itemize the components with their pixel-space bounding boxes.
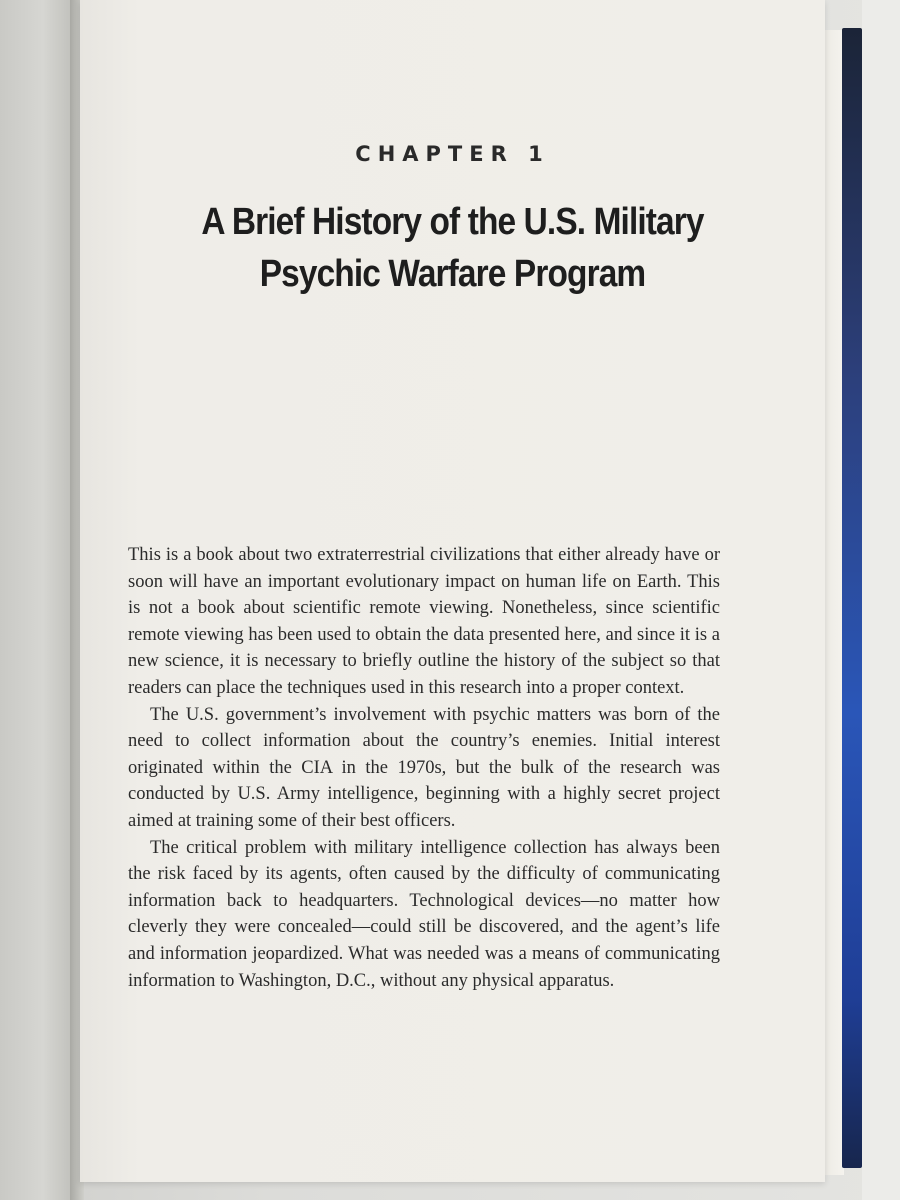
paragraph-2: The U.S. government’s involvement with psychic matters was born of the need to collect information about the country’s enemies. Initial interest originated within the CIA in the 1970s, but the bulk of the research was conducted by U.S. Army intelligence, beginning with a highly secret project aimed at training some of their best officers. (128, 704, 720, 831)
book-cover-edge (842, 28, 862, 1168)
background (862, 0, 900, 1200)
chapter-title-line-2: Psychic Warfare Program (259, 253, 646, 295)
paragraph-3: The critical problem with military intelligence collection has always been the risk faced by its agents, often caused by the difficulty of communicating information back to headquarters. Technological devices—no matter how cleverly they were concealed—could still be discovered, and the agent’s life and information jeopardized. What was needed was a means of communicating information to Washington, D.C., without any physical apparatus. (128, 837, 720, 991)
cover-inner-edge (822, 30, 844, 1175)
chapter-number: CHAPTER 1 (355, 142, 550, 166)
paragraph-1: This is a book about two extraterrestrial civilizations that either already have or soon will have an important evolutionary impact on human life on Earth. This is not a book about scientific remote viewing. Nonetheless, since scientific remote viewing has been used to obtain the data presented here, and since it is a new science, it is necessary to briefly outline the history of the subject so that readers can place the techniques used in this research into a proper context. (128, 545, 720, 698)
body-text (128, 542, 720, 994)
left-facing-page (0, 0, 78, 1200)
book-page (80, 0, 825, 1182)
chapter-title (125, 196, 781, 300)
chapter-title-line-1: A Brief History of the U.S. Military (201, 201, 704, 243)
